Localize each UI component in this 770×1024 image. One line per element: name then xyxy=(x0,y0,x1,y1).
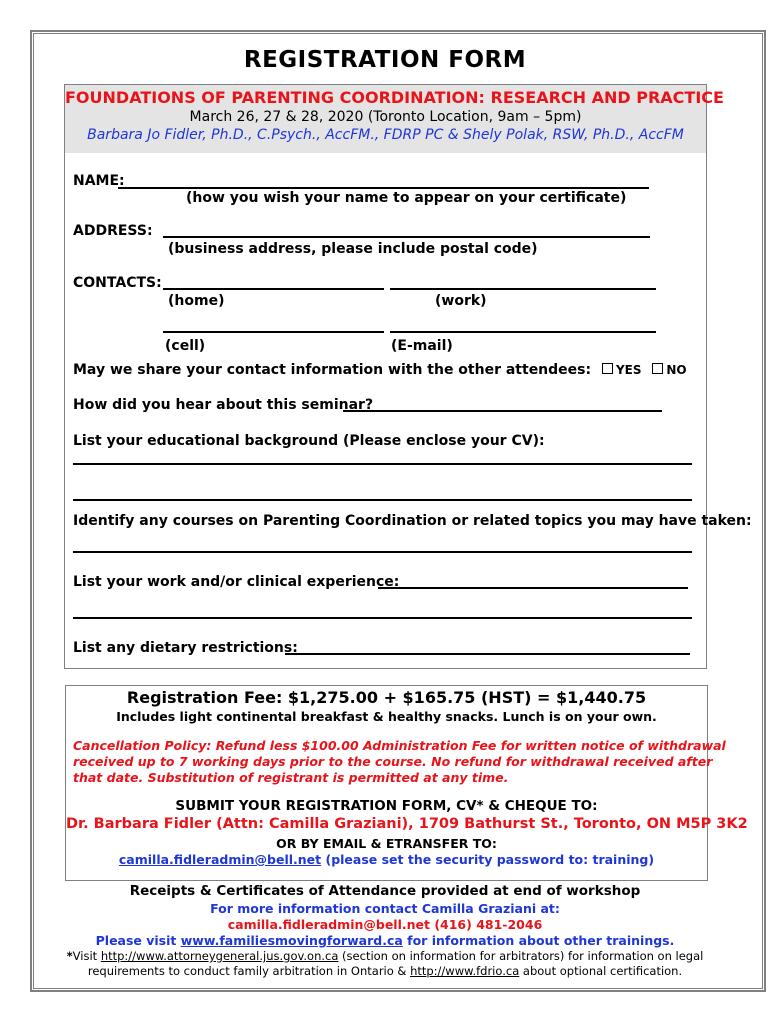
education-line-1[interactable] xyxy=(73,463,692,465)
experience-field[interactable] xyxy=(378,587,688,589)
note-line2-post: about optional certification. xyxy=(519,964,683,978)
address-hint: (business address, please include postal code) xyxy=(168,241,538,257)
share-question-text: May we share your contact information with the other attendees: xyxy=(73,362,592,378)
home-hint: (home) xyxy=(168,293,225,309)
course-instructors: Barbara Jo Fidler, Ph.D., C.Psych., AccFM., FDRP PC & Shely Polak, RSW, Ph.D., AccFM xyxy=(87,127,684,143)
address-label: ADDRESS: xyxy=(73,223,153,239)
share-question xyxy=(73,362,687,378)
email-line xyxy=(66,852,707,867)
note-line-2 xyxy=(34,963,736,979)
course-dates: March 26, 27 & 28, 2020 (Toronto Location, 9am – 5pm) xyxy=(189,109,582,125)
cancellation-line-3: that date. Substitution of registrant is permitted at any time. xyxy=(73,770,509,785)
cell-hint: (cell) xyxy=(165,338,206,354)
note-line2-pre: requirements to conduct family arbitration in Ontario & xyxy=(87,964,411,978)
fdrio-link[interactable]: http://www.fdrio.ca xyxy=(410,964,520,978)
note-mid: (section on information for arbitrators) for information on legal xyxy=(338,949,704,963)
courses-label: Identify any courses on Parenting Coordination or related topics you may have taken: xyxy=(73,513,752,529)
password-note: (please set the security password to: training) xyxy=(321,852,655,867)
note-line-1 xyxy=(34,948,736,964)
home-phone-field[interactable] xyxy=(163,288,384,290)
fee-includes: Includes light continental breakfast & healthy snacks. Lunch is on your own. xyxy=(116,709,657,724)
hear-field[interactable] xyxy=(343,410,662,412)
courses-line[interactable] xyxy=(73,551,692,553)
experience-label: List your work and/or clinical experience: xyxy=(73,574,400,590)
email-field[interactable] xyxy=(390,331,656,333)
families-link[interactable]: www.familiesmovingforward.ca xyxy=(180,933,403,948)
dietary-label: List any dietary restrictions: xyxy=(73,640,298,656)
education-line-2[interactable] xyxy=(73,499,692,501)
name-hint: (how you wish your name to appear on your certificate) xyxy=(186,190,627,206)
visit-line xyxy=(34,933,736,949)
name-label: NAME: xyxy=(73,173,125,189)
or-email-heading: OR BY EMAIL & ETRANSFER TO: xyxy=(276,836,497,851)
contact-info: camilla.fidleradmin@bell.net (416) 481-2046 xyxy=(227,917,543,932)
course-name: FOUNDATIONS OF PARENTING COORDINATION: RESEARCH AND PRACTICE xyxy=(65,88,724,107)
work-hint: (work) xyxy=(435,293,487,309)
mailing-address: Dr. Barbara Fidler (Attn: Camilla Graziani), 1709 Bathurst St., Toronto, ON M5P 3K2 xyxy=(66,816,748,832)
no-checkbox[interactable] xyxy=(652,363,663,374)
note-visit: Visit xyxy=(72,949,101,963)
hear-question: How did you hear about this seminar? xyxy=(73,397,374,413)
name-field[interactable] xyxy=(118,187,649,189)
yes-label: YES xyxy=(615,363,642,377)
fee-line: Registration Fee: $1,275.00 + $165.75 (HST) = $1,440.75 xyxy=(126,688,647,707)
receipts-note: Receipts & Certificates of Attendance provided at end of workshop xyxy=(129,883,641,899)
contacts-label: CONTACTS: xyxy=(73,275,162,291)
education-label: List your educational background (Please enclose your CV): xyxy=(73,433,545,449)
dietary-field[interactable] xyxy=(285,653,690,655)
note-star: * xyxy=(66,949,73,963)
more-info: For more information contact Camilla Graziani at: xyxy=(210,901,560,916)
submit-heading: SUBMIT YOUR REGISTRATION FORM, CV* & CHEQUE TO: xyxy=(175,798,598,814)
cell-phone-field[interactable] xyxy=(163,331,384,333)
email-link[interactable]: camilla.fidleradmin@bell.net xyxy=(118,852,322,867)
visit-pre: Please visit xyxy=(95,933,181,948)
yes-checkbox[interactable] xyxy=(602,363,613,374)
no-label: NO xyxy=(666,363,687,377)
experience-line-2[interactable] xyxy=(73,617,692,619)
attorney-general-link[interactable]: http://www.attorneygeneral.jus.gov.on.ca xyxy=(100,949,339,963)
cancellation-line-1: Cancellation Policy: Refund less $100.00 Administration Fee for written notice of withdrawal xyxy=(73,738,726,753)
cancellation-line-2: received up to 7 working days prior to the course. No refund for withdrawal received after xyxy=(73,754,713,769)
form-title: REGISTRATION FORM xyxy=(243,47,527,73)
email-hint: (E-mail) xyxy=(391,338,453,354)
work-phone-field[interactable] xyxy=(390,288,656,290)
visit-post: for information about other trainings. xyxy=(402,933,675,948)
address-field[interactable] xyxy=(163,236,650,238)
